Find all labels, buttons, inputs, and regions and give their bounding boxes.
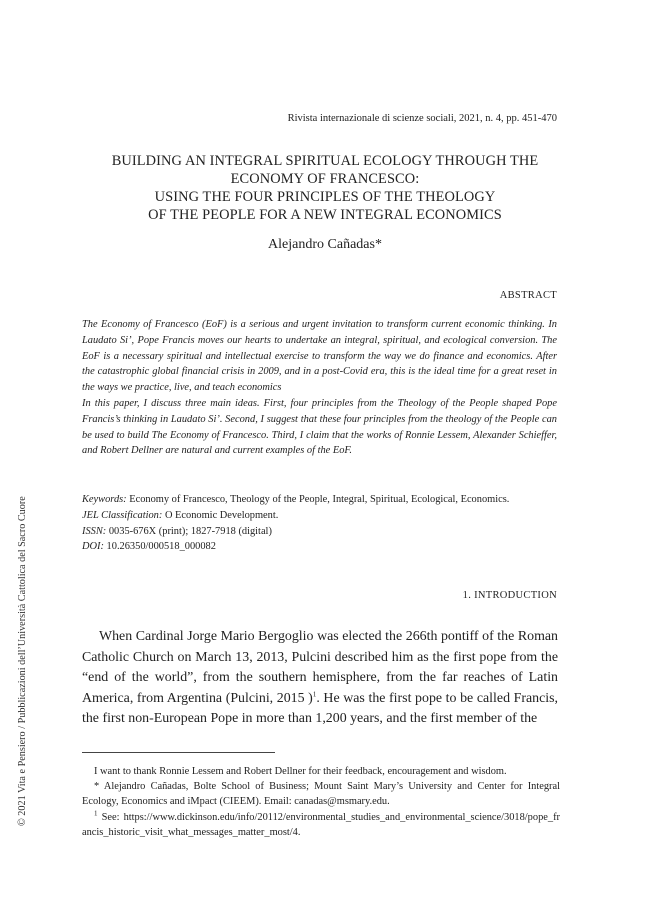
abstract-heading: ABSTRACT [499,290,557,301]
footnote-1-mark: 1 [94,809,98,818]
doi-label: DOI: [82,541,104,553]
issn-line [82,524,560,540]
keywords-value: Economy of Francesco, Theology of the People, Integral, Spiritual, Ecological, Economics. [129,494,510,505]
title-line: ECONOMY OF FRANCESCO: [230,171,420,187]
jel-label: JEL Classification: [82,509,163,521]
title-line: OF THE PEOPLE FOR A NEW INTEGRAL ECONOMICS [148,207,502,223]
author-note-text: Alejandro Cañadas, Bolte School of Business; Mount Saint Mary’s University and Center for Integral Ecology, Economics and iMpact (CIEEM). Email: canadas@msmary.edu. [82,781,560,808]
jel-line [82,508,560,524]
author-name: Alejandro Cañadas* [268,237,382,252]
keywords-line [82,492,560,508]
footnote-divider [82,752,275,753]
body-text [82,627,558,730]
acknowledgement-note: I want to thank Ronnie Lessem and Robert Dellner for their feedback, encouragement and wisdom. [94,766,507,777]
running-head: Rivista internazionale di scienze sociali, 2021, n. 4, pp. 451-470 [287,113,557,124]
issn-value: 0035-676X (print); 1827-7918 (digital) [108,525,272,537]
doi-line [82,539,560,555]
abstract-paragraph: The Economy of Francesco (EoF) is a serious and urgent invitation to transform current economic thinking. In Laudato Si’, Pope Francis moves our hearts to undertake an integral, spiritual, and ecological conversion. The EoF is a necessary spiritual and intellectual exercise to transform the way we do finance and economics. After the catastrophic global financial crisis in 2009, and in a post-Covid era, this is the ideal time for a great reset in the ways we practice, live, and teach economics [82,319,557,394]
footnote-1 [82,810,560,840]
footnote-1-text: See: https://www.dickinson.edu/info/20112/environmental_studies_and_environmental_science/3018/pope_francis_historic_visit_what_messages_matter_most/4. [82,811,560,838]
body-text-part: When Cardinal Jorge Mario Bergoglio was elected the 266th pontiff of the Roman Catholic Church on March 13, 2013, Pulcini described him as the first pope from the “end of the world”, from the southern hemisphere, from the far reaches of Latin America, from Argentina (Pulcini, 2015 ) [82,629,558,706]
copyright-sidebar: © 2021 Vita e Pensiero / Pubblicazioni dell’Università Cattolica del Sacro Cuore [17,496,28,826]
article-metadata [82,492,560,555]
paper-title [60,152,590,224]
jel-value: O Economic Development. [164,509,279,521]
title-line: BUILDING AN INTEGRAL SPIRITUAL ECOLOGY THROUGH THE [111,153,539,169]
footnotes [82,764,560,840]
abstract-paragraph: In this paper, I discuss three main ideas. First, four principles from the Theology of the People shaped Pope Francis’s thinking in Laudato Si’. Second, I suggest that these four principles from the theology of the People can be used to build The Economy of Francesco. Third, I claim that the works of Ronnie Lessem, Alexander Schieffer, and Robert Dellner are natural and current examples of the EoF. [82,397,557,457]
keywords-label: Keywords: [82,494,127,505]
body-paragraph [82,627,558,730]
author-note [82,779,560,809]
doi-value: 10.26350/000518_000082 [106,541,216,553]
issn-label: ISSN: [82,525,107,537]
author-note-mark: * [94,781,100,793]
title-line: USING THE FOUR PRINCIPLES OF THE THEOLOGY [154,189,496,205]
footnote-ref[interactable]: 1 [312,689,317,698]
abstract-body [82,317,557,459]
section-heading: 1. INTRODUCTION [462,590,557,601]
body-text-part: . He was the first pope to be called Francis, the first non-European Pope in more than 1,200 years, and the first member of the [82,690,559,726]
